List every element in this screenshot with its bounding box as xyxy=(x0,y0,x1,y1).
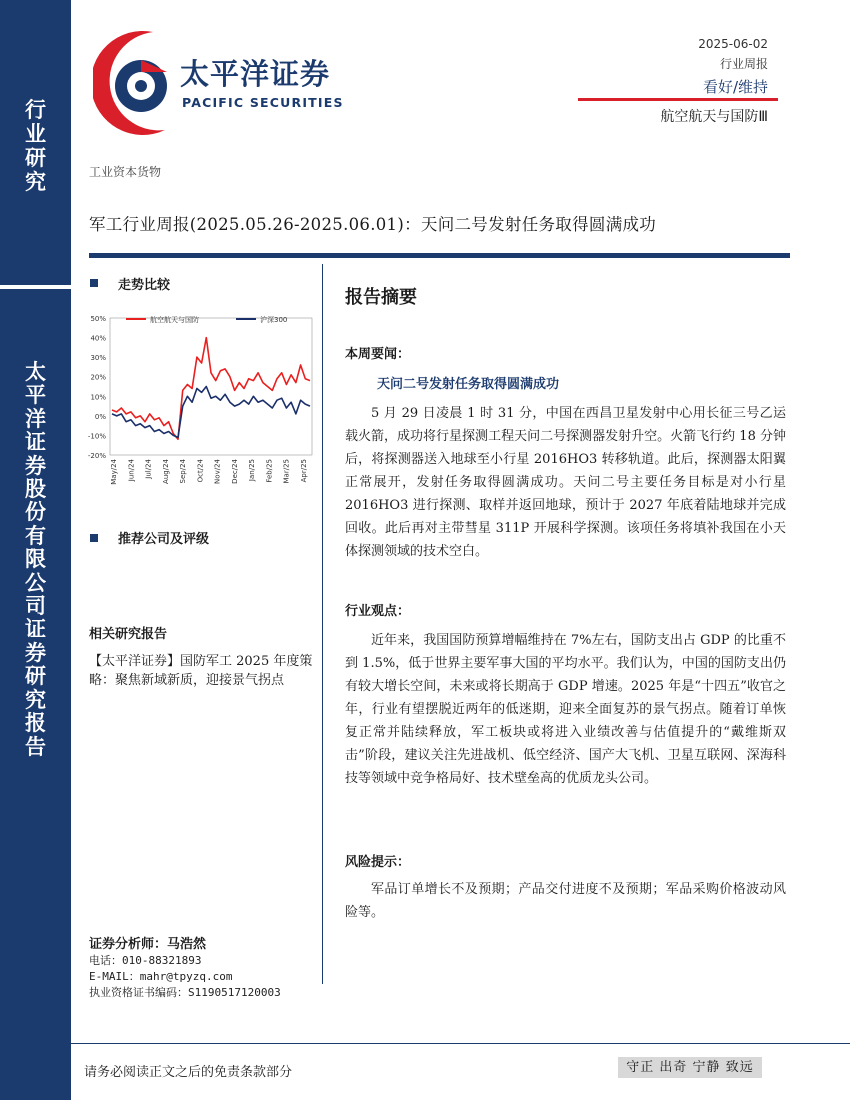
sidebar-char: 业 xyxy=(25,121,46,146)
analyst-email[interactable]: E-MAIL：mahr@tpyzq.com xyxy=(89,970,233,983)
related-report-link[interactable]: 【太平洋证券】国防军工 2025 年度策略：聚焦新域新质，迎接景气拐点 xyxy=(89,654,313,688)
summary-heading: 报告摘要 xyxy=(345,287,417,308)
sidebar-char: 报 xyxy=(25,710,46,736)
related-reports-heading: 相关研究报告 xyxy=(89,627,168,642)
news-title: 天问二号发射任务取得圆满成功 xyxy=(377,377,560,392)
chart-y-tick-label: 0% xyxy=(94,412,106,421)
chart-x-tick-label: Mar/25 xyxy=(282,459,291,484)
industry-category: 工业资本货物 xyxy=(89,165,162,179)
chart-x-tick-label: Aug/24 xyxy=(161,459,170,484)
sidebar-char: 券 xyxy=(25,639,46,665)
chart-x-tick-label: Oct/24 xyxy=(196,459,205,483)
news-label: 本周要闻： xyxy=(345,347,411,362)
sidebar xyxy=(0,0,71,1100)
trend-chart xyxy=(86,305,316,485)
chart-y-tick-label: -20% xyxy=(87,452,106,460)
chart-x-tick-label: Apr/25 xyxy=(300,459,308,483)
logo-name-en: PACIFIC SECURITIES xyxy=(182,95,344,110)
logo-name-cn: 太平洋证券 xyxy=(180,57,331,91)
logo-emblem-icon xyxy=(93,20,175,140)
title-rule xyxy=(89,253,790,258)
chart-x-tick-label: Feb/25 xyxy=(265,459,274,483)
sidebar-char: 限 xyxy=(25,546,46,572)
sidebar-char: 究 xyxy=(25,169,46,194)
chart-plot-frame xyxy=(110,318,312,455)
view-label: 行业观点： xyxy=(345,604,411,619)
sector-name: 航空航天与国防Ⅲ xyxy=(660,109,768,125)
sidebar-divider xyxy=(0,285,71,289)
chart-y-tick-label: 10% xyxy=(90,393,106,402)
risk-label: 风险提示： xyxy=(345,855,411,870)
chart-y-tick-label: 30% xyxy=(90,354,106,363)
report-date: 2025-06-02 xyxy=(698,37,768,51)
analyst-phone: 电话：010-88321893 xyxy=(89,954,202,967)
sidebar-char: 份 xyxy=(25,499,46,525)
chart-series-line-2 xyxy=(112,387,310,438)
sidebar-char: 司 xyxy=(25,593,46,619)
analyst-license: 执业资格证书编码：S1190517120003 xyxy=(89,986,281,999)
sidebar-bottom-label xyxy=(0,360,71,758)
sidebar-char: 证 xyxy=(25,429,46,455)
report-type: 行业周报 xyxy=(719,57,768,71)
chart-x-tick-label: Jul/24 xyxy=(144,459,153,479)
chart-legend-label: 沪深300 xyxy=(260,316,288,324)
column-divider xyxy=(322,264,323,984)
sidebar-char: 有 xyxy=(25,522,46,548)
sidebar-top-label xyxy=(0,98,71,194)
sidebar-char: 公 xyxy=(25,569,46,595)
chart-x-tick-label: Jan/25 xyxy=(248,459,257,482)
sidebar-char: 究 xyxy=(25,686,46,712)
risk-body: 军品订单增长不及预期；产品交付进度不及预期；军品采购价格波动风险等。 xyxy=(345,882,786,920)
chart-y-tick-label: -10% xyxy=(87,432,106,441)
chart-x-tick-label: Sep/24 xyxy=(179,459,188,484)
bullet-square-icon xyxy=(90,534,98,542)
rating: 看好/维持 xyxy=(702,78,768,96)
header-red-rule xyxy=(578,98,778,101)
sidebar-char: 券 xyxy=(25,452,46,478)
disclaimer-note: 请务必阅读正文之后的免责条款部分 xyxy=(84,1065,293,1080)
sidebar-char: 研 xyxy=(25,663,46,689)
sidebar-char: 平 xyxy=(25,382,46,408)
trend-heading: 走势比较 xyxy=(118,278,171,293)
motto: 守正 出奇 宁静 致远 xyxy=(618,1057,762,1078)
chart-x-tick-label: Jun/24 xyxy=(127,459,136,482)
sidebar-char: 洋 xyxy=(25,405,46,431)
footer-rule xyxy=(71,1043,850,1044)
view-body: 近年来，我国国防预算增幅维持在 7%左右，国防支出占 GDP 的比重不到 1.5%，低于世界主要军事大国的平均水平。我们认为，中国的国防支出仍有较大增长空间，未来或将长期高于 GDP 增速。2025 年是“十四五”收官之年，行业有望摆脱近两年的低迷期，迎来全面复苏的景气拐点。随着订单恢复正常并陆续释放，军工板块或将进入业绩改善与估值提升的“戴维斯双击”阶段，建议关注先进战机、低空经济、国产大飞机、卫星互联网、深海科技等领域中竞争格局好、技术壁垒高的优质龙头公司。 xyxy=(345,633,786,786)
chart-x-tick-label: Nov/24 xyxy=(213,459,222,484)
news-body: 5 月 29 日凌晨 1 时 31 分，中国在西昌卫星发射中心用长征三号乙运载火箭，成功将行星探测工程天问二号探测器发射升空。火箭飞行约 18 分钟后，将探测器送入地球至小行星 2016HO3 转移轨道。此后，探测器太阳翼正常展开，发射任务取得圆满成功。天问二号主要任务目标是对小行星 2016HO3 进行探测、取样并返回地球，预计于 2027 年底着陆地球并完成回收。此后再对主带彗星 311P 开展科学探测。该项任务将填补我国在小天体探测领域的技术空白。 xyxy=(345,406,786,559)
chart-y-tick-label: 50% xyxy=(90,315,106,323)
chart-x-tick-label: May/24 xyxy=(110,459,118,485)
sidebar-char: 告 xyxy=(25,733,46,759)
chart-legend-label: 航空航天与国防 xyxy=(150,316,199,324)
page-title: 军工行业周报(2025.05.26-2025.06.01)：天问二号发射任务取得圆满成功 xyxy=(89,215,657,234)
chart-x-tick-label: Dec/24 xyxy=(230,459,239,484)
bullet-square-icon xyxy=(90,279,98,287)
chart-y-tick-label: 40% xyxy=(90,334,106,343)
sidebar-char: 研 xyxy=(25,145,46,170)
recommend-heading: 推荐公司及评级 xyxy=(118,532,210,547)
sidebar-char: 证 xyxy=(25,616,46,642)
chart-y-tick-label: 20% xyxy=(90,373,106,382)
sidebar-char: 行 xyxy=(25,97,46,122)
sidebar-char: 股 xyxy=(25,476,46,502)
analyst-name: 证券分析师：马浩然 xyxy=(89,937,207,952)
sidebar-char: 太 xyxy=(25,359,46,384)
